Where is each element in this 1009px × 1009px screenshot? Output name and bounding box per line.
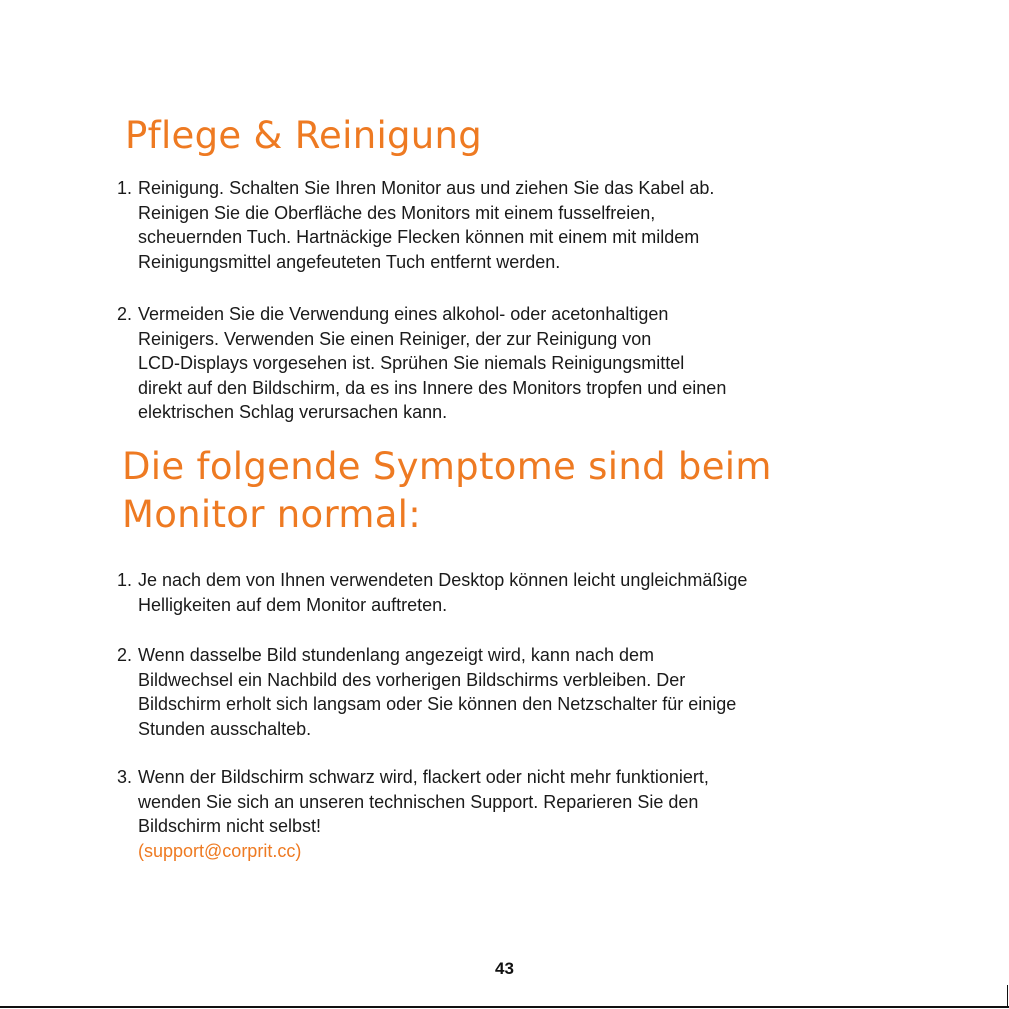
support-email: (support@corprit.cc) [138, 840, 302, 861]
list-item-text [138, 643, 736, 741]
bottom-rule [0, 1006, 1009, 1008]
list-item-text [138, 765, 709, 863]
text-line: Reinigung. Schalten Sie Ihren Monitor aus und ziehen Sie das Kabel ab. [138, 178, 715, 198]
text-line: elektrischen Schlag verursachen kann. [138, 402, 448, 422]
list-item-text [138, 302, 726, 425]
list-number: 1. [117, 178, 133, 198]
text-line: Bildwechsel ein Nachbild des vorherigen Bildschirms verbleiben. Der [138, 669, 686, 690]
crop-mark [1007, 985, 1008, 1007]
list-item [117, 176, 714, 274]
text-line: LCD-Displays vorgesehen ist. Sprühen Sie niemals Reinigungsmittel [138, 353, 685, 373]
text-line: Reinigungsmittel angefeuteten Tuch entfernt werden. [138, 251, 561, 272]
list-number: 3. [117, 767, 133, 787]
text-line: Je nach dem von Ihnen verwendeten Desktop können leicht ungleichmäßige [138, 570, 748, 590]
text-line: Wenn dasselbe Bild stundenlang angezeigt wird, kann nach dem [138, 645, 655, 665]
list-item [117, 302, 726, 425]
list-item [117, 643, 736, 741]
text-line: wenden Sie sich an unseren technischen Support. Reparieren Sie den [138, 791, 699, 812]
section-title-line: Die folgende Symptome sind beim [122, 445, 772, 488]
section-title-line: Monitor normal: [122, 493, 422, 536]
text-line: Reinigers. Verwenden Sie einen Reiniger, der zur Reinigung von [138, 328, 652, 349]
text-line: Bildschirm erholt sich langsam oder Sie können den Netzschalter für einige [138, 694, 737, 714]
list-item [117, 568, 747, 617]
text-line: Vermeiden Sie die Verwendung eines alkohol- oder acetonhaltigen [138, 304, 669, 324]
section-title-care: Pflege & Reinigung [125, 114, 483, 157]
list-item-text [138, 568, 747, 617]
text-line: Bildschirm nicht selbst! [138, 816, 322, 836]
text-line: Wenn der Bildschirm schwarz wird, flackert oder nicht mehr funktioniert, [138, 767, 709, 787]
text-line: Helligkeiten auf dem Monitor auftreten. [138, 594, 448, 615]
list-number: 1. [117, 570, 133, 590]
list-number: 2. [117, 304, 133, 324]
text-line: direkt auf den Bildschirm, da es ins Innere des Monitors tropfen und einen [138, 377, 727, 398]
section-title-symptoms [122, 443, 772, 539]
list-item-text [138, 176, 714, 274]
list-item [117, 765, 709, 863]
text-line: Stunden ausschalteb. [138, 718, 312, 739]
text-line: scheuernden Tuch. Hartnäckige Flecken können mit einem mit mildem [138, 227, 700, 247]
text-line: Reinigen Sie die Oberfläche des Monitors mit einem fusselfreien, [138, 202, 656, 223]
page-number: 43 [495, 959, 514, 978]
list-number: 2. [117, 645, 133, 665]
